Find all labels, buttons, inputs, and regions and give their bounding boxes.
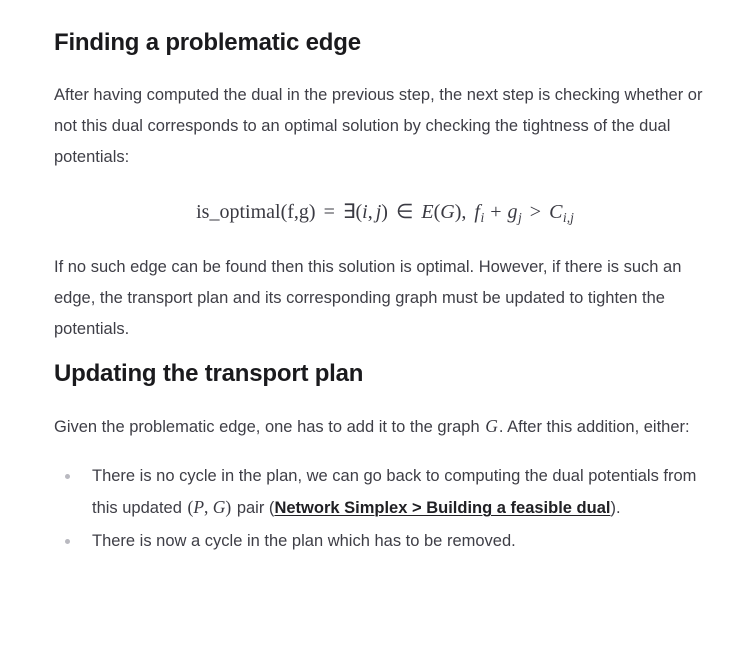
section-heading-updating-transport-plan: Updating the transport plan <box>54 359 364 387</box>
formula-equals: = <box>323 201 335 223</box>
formula-edge-close-paren: ) <box>454 201 462 223</box>
formula-separator-comma: , <box>461 201 467 223</box>
formula-lhs-args: (f,g) <box>280 201 316 223</box>
inline-math-open-paren: ( <box>187 496 194 517</box>
inline-math-plan-p: P <box>193 496 205 517</box>
formula-exists-quantifier: ∃ <box>342 201 356 223</box>
paragraph-lead-text-after-math: . After this addition, either: <box>498 417 690 436</box>
outcome-list <box>54 443 716 557</box>
formula-c-subscript: i,j <box>562 209 574 225</box>
inline-math-graph-g: G <box>485 415 498 436</box>
bullet-dot-icon <box>65 539 70 544</box>
formula-pair-open-paren: ( <box>355 201 363 223</box>
formula-pair-close-paren: ) <box>381 201 388 223</box>
inline-math-comma: , <box>204 496 209 517</box>
formula-edge-set: E <box>421 201 434 223</box>
list-item-text-tail: ). <box>610 498 621 517</box>
formula-g-subscript: j <box>518 209 522 225</box>
inline-math-close-paren: ) <box>225 496 232 517</box>
inline-math-pair-p-g <box>187 497 233 517</box>
formula-c-variable: C <box>549 201 563 223</box>
formula-plus-operator: + <box>490 201 502 223</box>
list-item-text: There is now a cycle in the plan which has to be removed. <box>92 531 516 550</box>
inline-math-graph-g-pair: G <box>212 496 226 517</box>
paragraph-lead-text-before-math: Given the problematic edge, one has to add it to the graph <box>54 417 485 436</box>
formula-member-symbol: ∈ <box>395 201 414 223</box>
formula-lhs-function: is_optimal <box>196 201 281 223</box>
list-item <box>54 461 716 524</box>
formula-index-i: i <box>362 201 368 223</box>
paragraph-optimality-outcome: If no such edge can be found then this solution is optimal. However, if there is such an edge, the transport plan and its corresponding graph must be updated to tighten the potentials. <box>54 257 682 338</box>
formula-f-subscript: i <box>480 209 485 225</box>
formula-is-optimal <box>54 173 716 230</box>
formula-pair-comma: , <box>367 201 373 223</box>
list-item-text-before-math: There is no cycle in the plan, we can go back to computing the dual potentials from this updated <box>92 466 697 517</box>
formula-index-j: j <box>375 201 382 223</box>
formula-graph-symbol: G <box>440 201 455 223</box>
paragraph-add-edge-to-graph <box>54 389 716 443</box>
formula-f-variable: f <box>474 201 480 223</box>
list-item-text-after-math: pair ( <box>232 498 275 517</box>
section-heading-finding-problematic-edge: Finding a problematic edge <box>54 29 361 56</box>
formula-greater-than-operator: > <box>529 201 542 223</box>
bullet-dot-icon <box>65 474 70 479</box>
link-network-simplex-building-feasible-dual[interactable]: Network Simplex > Building a feasible dual <box>274 498 611 517</box>
paragraph-dual-tightness-intro: After having computed the dual in the previous step, the next step is checking whether or not this dual corresponds to an optimal solution by checking the tightness of the dual potentials: <box>54 86 703 166</box>
list-item <box>54 526 716 557</box>
formula-g-variable: g <box>507 201 518 223</box>
formula-edge-open-paren: ( <box>433 201 441 223</box>
